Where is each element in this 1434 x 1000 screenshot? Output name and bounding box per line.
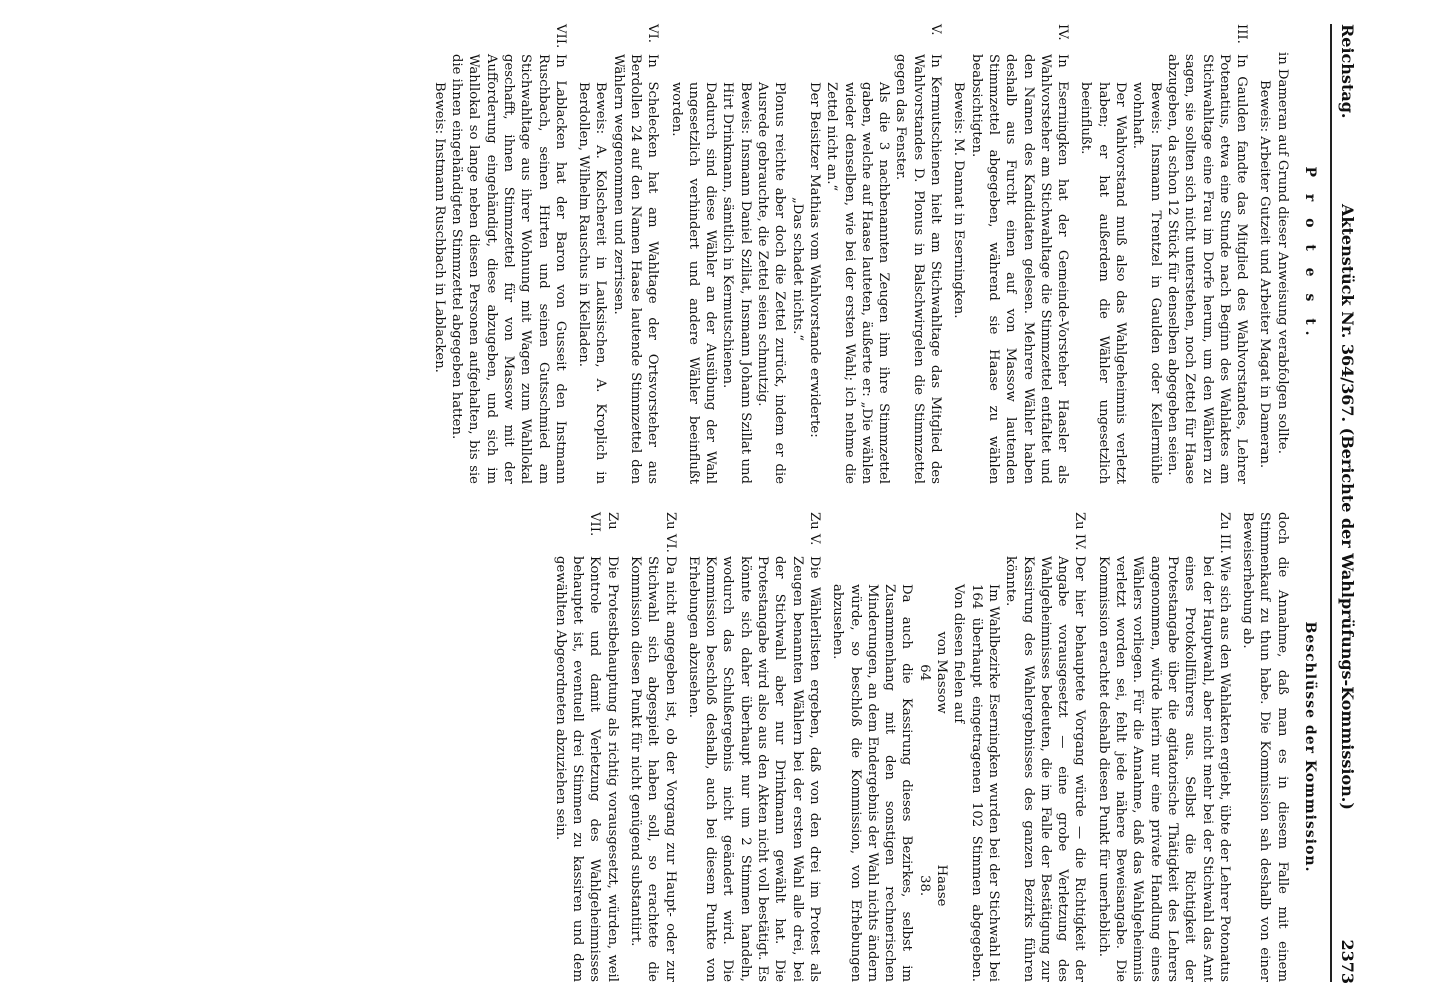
section-proof: Beweis: Instmann Ruschbach in Lablacken. — [431, 82, 447, 373]
section-text: In Eserningken hat der Gemeinde-Vorsteher Haasler als Wahlvorsteher am Stichwahltage die Stimmzettel entfaltet und den Namen des Kandidaten gelesen. Mehrere Wähler haben deshalb aus Furcht einen auf von Massow lautenden Stimmzettel abgegeben, während sie Haase zu wählen beabsichtigten. — [968, 54, 1071, 484]
section-label: IV. — [1055, 24, 1071, 41]
section-conclusion: Dadurch sind diese Wähler an der Ausübung der Wahl ungesetzlich verhindert und andere Wähler beeinflußt worden. — [668, 82, 719, 484]
protest-section-3 — [1077, 24, 1250, 484]
section-label: VI. — [645, 24, 661, 43]
page-number: 2373 — [1338, 939, 1357, 984]
vote-table — [915, 556, 950, 982]
section-label: V. — [928, 24, 944, 36]
commission-column — [552, 512, 1324, 982]
protest-section-6 — [575, 24, 661, 484]
commission-item-7 — [552, 512, 621, 982]
section-label: III. — [1234, 24, 1250, 44]
section-text-d: Plonus reichte aber doch die Zettel zurück, indem er die Ausrede gebrauchte, die Zettel seien schmutzig. — [755, 82, 788, 484]
protest-section-5 — [667, 24, 944, 484]
vote-count: 38. — [916, 875, 932, 897]
commission-item-5 — [685, 512, 823, 982]
commission-item-3 — [1094, 512, 1232, 982]
protest-intro-proof: Beweis: Arbeiter Gutzeit und Arbeiter Magat in Dameran. — [1257, 80, 1273, 469]
section-label: VII. — [552, 24, 568, 49]
section-proof: Beweis: M. Dannat in Eserningken. — [951, 82, 967, 319]
protest-title: P r o t e s t. — [1302, 166, 1318, 342]
commission-intro: doch die Annahme, daß man es in diesem Falle mit einem Stimmenkauf zu thun habe. Die Kommission sah deshalb von einer Beweiserhebung ab. — [1240, 512, 1290, 982]
protest-column — [430, 24, 1324, 484]
item-text: Der hier behauptete Vorgang würde — die Richtigkeit der Angabe vorausgesetzt — eine grobe Verletzung des Wahlgeheimnisses bedeuten, die im Falle der Bestätigung zur Kassirung des Wahlergebnisses des ganzen Bezirks führen könnte. — [1003, 556, 1088, 982]
section-text: In Gaulden fandte das Mitglied des Wahlvorstandes, Lehrer Potenatius, etwa eine Stunde nach Beginn des Wahlaktes am Stichwahltage eine Frau im Dorfe herum, um den Wählern zu sagen, sie sollten sich nicht unterstehen, noch Zettel für Haase abzugeben, da schon 12 Stück für denselben abgegeben seien. — [1164, 54, 1250, 484]
item-label: Zu III. — [1216, 512, 1232, 554]
section-proof: Beweis: Insmann Daniel Sziliat, Insmann Johann Szillat und Hirt Drinkmann, sämtlich in Kermutschienen. — [720, 82, 753, 484]
section-text: In Lablacken hat der Baron von Gusseit den Instmann Ruschbach, seinen Hirten und seinen Gutsschmied am Stichwahltage aus ihrer Wohnung mit Wagen zum Wahllokal geschafft, ihnen Stimmzettel für von Massow mit der Aufforderung eingehändigt, diese abzugeben, und sich im Wahllokal so lange neben diesen Personen aufgehalten, bis sie die ihnen eingehändigten Stimmzettel abgegeben hatten. — [449, 54, 568, 484]
section-proof: Beweis: Insmann Trentzel in Gaulden oder Kellermühle wohnhaft. — [1130, 82, 1163, 484]
item-label: Zu IV. — [1072, 512, 1088, 551]
protest-section-4 — [950, 24, 1071, 484]
section-text-b: Als die 3 nachbenannten Zeugen ihm ihre Stimmzettel gaben, welche auf Haase lauteten, äußerte er: „Die wählen wieder denselben, wie bei der ersten Wahl; ich nehme die Zettel nicht an.“ — [824, 82, 892, 484]
vote-count: 64 — [916, 664, 932, 681]
vote-candidate: Haase — [934, 864, 950, 907]
commission-title: Beschlüsse der Kommission. — [1302, 621, 1318, 873]
header-rule — [1330, 24, 1332, 982]
section-proof: Beweis: A. Kolschereit in Lauksischen, A. Kroplich in Berdollen, Wilhelm Rauschus in Kielladen. — [576, 82, 609, 484]
commission-item-6 — [627, 512, 679, 982]
item-text-b: Im Wahlbezirke Eserningken wurden bei der Stichwahl bei 164 überhaupt eingetragenen 102 Stimmen abgegeben. Von diesen fielen auf — [951, 584, 1001, 982]
section-text: In Kermutschienen hielt am Stichwahltage das Mitglied des Wahlvorstandes D. Plonus in Balschwirgelen die Stimmzettel gegen das Fenster. — [893, 54, 944, 484]
item-text: Da nicht angegeben ist, ob der Vorgang zur Haupt- oder zur Stichwahl sich abgespielt haben soll, so erachtete die Kommission diesen Punkt für nicht genügend substantiirt. — [628, 556, 678, 982]
commission-item-4 — [829, 512, 1088, 982]
vote-candidate: von Massow — [934, 631, 950, 714]
item-label: Zu VII. — [587, 512, 620, 537]
header-left: Reichstag. — [1338, 24, 1357, 119]
item-label: Zu VI. — [662, 512, 678, 553]
document-page — [12, 0, 1384, 1000]
item-text: Die Wählerlisten ergeben, daß von den drei im Protest als Zeugen benannten Wählern bei der ersten Wahl alle drei, bei der Stichwahl aber nur Drinkmann gewählt hat. Die Protestangabe wird also aus den Akten nicht voll bestätigt. Es könnte sich daher überhaupt nur um 2 Stimmen handeln, wodurch das Schlußergebnis nicht geändert wird. Die Kommission beschloß deshalb, auch bei diesem Punkte von Erhebungen abzusehen. — [685, 556, 822, 982]
item-label: Zu V. — [806, 512, 822, 546]
header-title: Aktenstück Nr. 364/367. (Berichte der Wahlprüfungs-Kommission.) — [1338, 204, 1357, 810]
section-quote: „Das schadet nichts.“ — [789, 196, 805, 342]
item-text-c: Da auch die Kassirung dieses Bezirkes, selbst im Zusammenhang mit den sonstigen rechnerischen Minderungen, an dem Endergebnis der Wahl nichts ändern würde, so beschloß die Kommission, von Erhebungen abzusehen. — [830, 584, 915, 982]
section-conclusion: Der Wahlvorstand muß also das Wahlgeheimnis verletzt haben; er hat außerdem die Wähler ungesetzlich beeinflußt. — [1078, 82, 1129, 484]
section-text: In Schelecken hat am Wahltage der Ortsvorsteher aus Berdollen 24 auf den Namen Haase lautende Stimmzettel den Wählern weggenommen und zerrissen. — [610, 54, 661, 484]
protest-section-7 — [430, 24, 568, 484]
item-text: Wie sich aus den Wahlakten ergiebt, übte der Lehrer Potonatus bei der Hauptwahl, aber nicht mehr bei der Stichwahl das Amt eines Protokollführers aus. Selbst die Richtigkeit der Protestangabe über die agitatorische Thätigkeit des Lehrers angenommen, würde hierin nur eine private Handlung eines Wählers vorliegen. Für die Annahme, daß das Wahlgeheimnis verletzt worden sei, fehlt jede nähere Beweisangabe. Die Kommission erachtet deshalb diesen Punkt für unerheblich. — [1095, 556, 1232, 982]
page-header — [1334, 24, 1356, 984]
section-text-c: Der Beisitzer Mathias vom Wahlvorstande erwiderte: — [806, 82, 822, 438]
item-text: Die Protestbehauptung als richtig vorausgesetzt, würden, weil Kontrole und damit Verletzung des Wahlgeheimnisses behauptet ist, eventuell drei Stimmen zu kassiren und dem gewählten Abgeordneten abzuziehen sein. — [552, 556, 620, 982]
protest-intro: in Dameran auf Grund dieser Anweisung verabfolgen sollte. — [1274, 52, 1290, 454]
